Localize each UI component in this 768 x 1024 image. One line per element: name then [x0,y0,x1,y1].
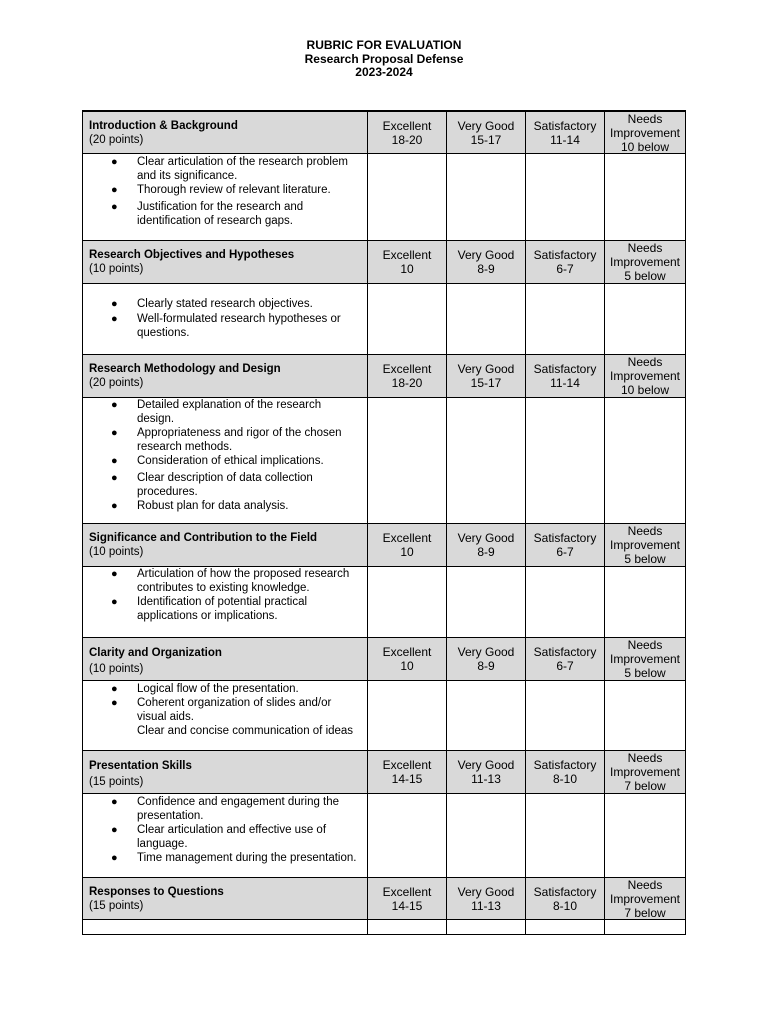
rating-range: 10 [400,659,414,673]
section-title-cell [83,112,368,154]
section-criteria-row [83,681,686,751]
section-points: (10 points) [89,546,144,558]
criteria-item [104,155,361,183]
score-cell-satisfactory[interactable] [526,398,605,524]
criteria-cell [83,284,368,355]
criteria-item [104,426,361,454]
rating-range: 8-10 [552,898,578,913]
section-points: (10 points) [89,263,144,275]
bullet-icon: ● [111,313,118,325]
rating-label: Excellent [382,645,432,659]
criteria-cell [83,920,368,935]
bullet-icon: ● [111,824,118,836]
criteria-item [104,499,361,513]
rating-label: Satisfactory [533,884,597,899]
criteria-item [104,471,361,499]
score-cell-needs-improvement[interactable] [605,398,686,524]
rating-label: Excellent [382,118,432,133]
rating-label: Excellent [382,884,432,899]
bullet-icon: ● [111,697,118,709]
section-title-cell [83,878,368,920]
rating-range: 15-17 [470,376,502,390]
rating-range: 10 [400,545,414,559]
rating-label: Excellent [382,758,432,772]
section-title-cell [83,638,368,681]
bullet-icon: ● [111,500,118,512]
section-points: (20 points) [89,133,144,146]
bullet-icon: ● [111,399,118,411]
criteria-cell [83,567,368,638]
score-cell-excellent[interactable] [368,681,447,751]
academic-year: 2023-2024 [355,65,413,79]
rating-label: Very Good [457,118,515,133]
rating-excellent [368,524,447,567]
rating-range: 6-7 [556,545,574,559]
rating-label: Needs Improvement [609,111,681,140]
score-cell-needs-improvement[interactable] [605,154,686,241]
criteria-item [104,297,361,311]
score-cell-excellent[interactable] [368,920,447,935]
rating-satisfactory [526,241,605,284]
rating-very-good [447,524,526,567]
rating-label: Very Good [457,362,515,376]
section-title: Clarity and Organization [89,647,222,659]
criteria-text: Clearly stated research objectives. [137,298,313,310]
bullet-icon: ● [111,156,118,168]
criteria-cell [83,154,368,241]
section-points: (15 points) [89,899,144,912]
score-cell-satisfactory[interactable] [526,284,605,355]
score-cell-needs-improvement[interactable] [605,920,686,935]
rating-satisfactory [526,751,605,794]
section-title: Research Methodology and Design [89,363,281,375]
score-cell-satisfactory[interactable] [526,920,605,935]
criteria-item [104,183,361,197]
score-cell-satisfactory[interactable] [526,567,605,638]
rating-label: Needs Improvement [609,241,681,269]
section-criteria-row [83,398,686,524]
criteria-text: Justification for the research and identification of research gaps. [137,201,304,227]
bullet-icon: ● [111,184,118,196]
section-criteria-row [83,567,686,638]
criteria-item [104,595,361,623]
criteria-text: Consideration of ethical implications. [137,455,324,467]
score-cell-very-good[interactable] [447,794,526,878]
section-criteria-row [83,284,686,355]
section-header-row [83,241,686,284]
score-cell-needs-improvement[interactable] [605,567,686,638]
section-title: Introduction & Background [89,119,238,132]
rating-range: 11-14 [550,132,580,147]
score-cell-very-good[interactable] [447,398,526,524]
bullet-icon: ● [111,427,118,439]
criteria-text: Articulation of how the proposed research contributes to existing knowledge. [137,568,350,594]
rating-needs-improvement [605,355,686,398]
rating-very-good [447,241,526,284]
criteria-item [104,696,361,724]
rating-label: Very Good [457,645,515,659]
criteria-text: Coherent organization of slides and/or visual aids. [137,697,332,723]
rating-satisfactory [526,355,605,398]
criteria-text: Logical flow of the presentation. [137,683,299,695]
rating-label: Needs Improvement [609,751,681,779]
section-header-row [83,878,686,920]
rating-range: 8-9 [477,545,495,559]
bullet-icon: ● [111,683,118,695]
rating-range: 10 [400,262,414,276]
rating-excellent [368,878,447,920]
section-title: Research Objectives and Hypotheses [89,249,295,261]
criteria-item [104,795,361,823]
criteria-item [104,724,361,738]
score-cell-needs-improvement[interactable] [605,284,686,355]
section-criteria-row [83,920,686,935]
rating-satisfactory [526,112,605,154]
score-cell-satisfactory[interactable] [526,681,605,751]
section-header-row [83,638,686,681]
rubric-table [82,110,686,935]
rating-needs-improvement [605,638,686,681]
rating-label: Very Good [457,531,515,545]
rating-label: Needs Improvement [609,355,681,383]
section-criteria-row [83,794,686,878]
bullet-icon: ● [111,201,118,213]
section-header-row [83,751,686,794]
rating-very-good [447,355,526,398]
rating-label: Satisfactory [533,531,597,545]
score-cell-excellent[interactable] [368,398,447,524]
rating-label: Excellent [382,531,432,545]
criteria-item [104,200,361,228]
score-cell-satisfactory[interactable] [526,154,605,241]
document-header [0,39,768,80]
rating-label: Excellent [382,248,432,262]
criteria-text: Clear articulation and effective use of language. [137,824,327,850]
rating-excellent [368,355,447,398]
rating-range: 8-9 [477,659,495,673]
score-cell-excellent[interactable] [368,794,447,878]
score-cell-satisfactory[interactable] [526,794,605,878]
rating-range: 18-20 [391,132,423,147]
rating-very-good [447,878,526,920]
rating-satisfactory [526,524,605,567]
rating-excellent [368,638,447,681]
score-cell-very-good[interactable] [447,567,526,638]
bullet-icon: ● [111,298,118,310]
rating-label: Very Good [457,758,515,772]
bullet-icon: ● [111,568,118,580]
section-title-cell [83,355,368,398]
criteria-text: Clear articulation of the research problem and its significance. [137,156,348,182]
bullet-icon: ● [111,455,118,467]
bullet-icon: ● [111,852,118,864]
criteria-text: Detailed explanation of the research design. [137,399,322,425]
rating-very-good [447,638,526,681]
section-title: Presentation Skills [89,760,192,772]
rating-very-good [447,751,526,794]
rating-range: 5 below [624,666,666,680]
criteria-cell [83,794,368,878]
rating-needs-improvement [605,524,686,567]
section-points: (10 points) [89,663,144,675]
score-cell-very-good[interactable] [447,681,526,751]
document-subtitle: Research Proposal Defense [304,51,464,66]
section-title-cell [83,241,368,284]
rating-range: 5 below [624,552,666,566]
rating-label: Needs Improvement [609,638,681,666]
criteria-text: Robust plan for data analysis. [137,500,289,512]
criteria-item [104,398,361,426]
rating-range: 11-14 [550,376,580,390]
score-cell-very-good[interactable] [447,154,526,241]
criteria-text: Clear description of data collection procedures. [137,472,313,498]
rating-range: 15-17 [470,132,502,147]
score-cell-excellent[interactable] [368,284,447,355]
section-title: Significance and Contribution to the Field [89,532,318,544]
score-cell-very-good[interactable] [447,920,526,935]
rating-range: 5 below [624,269,666,283]
criteria-item [104,851,361,865]
rating-range: 14-15 [391,772,423,786]
section-title: Responses to Questions [89,885,224,898]
rating-needs-improvement [605,878,686,920]
rating-label: Satisfactory [533,248,597,262]
rating-label: Satisfactory [533,645,597,659]
rating-label: Excellent [382,362,432,376]
rating-range: 10 below [620,139,670,154]
rating-range: 7 below [624,905,666,920]
criteria-item [104,823,361,851]
criteria-text: Identification of potential practical applications or implications. [137,596,308,622]
rating-label: Satisfactory [533,758,597,772]
rating-needs-improvement [605,112,686,154]
rating-label: Very Good [457,884,515,899]
rating-range: 6-7 [556,659,574,673]
rating-label: Needs Improvement [609,524,681,552]
rating-needs-improvement [605,241,686,284]
bullet-icon: ● [111,796,118,808]
rating-range: 8-10 [552,772,578,786]
rating-label: Needs Improvement [609,877,681,906]
rating-range: 18-20 [391,376,423,390]
criteria-text: Confidence and engagement during the presentation. [137,796,340,822]
criteria-item [104,454,361,468]
section-header-row [83,524,686,567]
rating-excellent [368,751,447,794]
section-header-row [83,112,686,154]
criteria-text: Thorough review of relevant literature. [137,184,331,196]
section-points: (15 points) [89,776,144,788]
rating-range: 7 below [624,779,666,793]
section-header-row [83,355,686,398]
rating-label: Satisfactory [533,118,597,133]
criteria-text: Clear and concise communication of ideas [137,725,354,737]
score-cell-very-good[interactable] [447,284,526,355]
score-cell-needs-improvement[interactable] [605,794,686,878]
criteria-cell [83,681,368,751]
bullet-icon: ● [111,472,118,484]
rating-label: Very Good [457,248,515,262]
criteria-text: Well-formulated research hypotheses or questions. [137,313,341,339]
rating-excellent [368,112,447,154]
document-title: RUBRIC FOR EVALUATION [306,38,462,52]
rating-label: Satisfactory [533,362,597,376]
criteria-item [104,682,361,696]
bullet-icon: ● [111,596,118,608]
rating-satisfactory [526,638,605,681]
rating-very-good [447,112,526,154]
criteria-text: Time management during the presentation. [137,852,357,864]
criteria-item [104,312,361,340]
rating-range: 8-9 [477,262,495,276]
rating-range: 11-13 [471,898,501,913]
score-cell-excellent[interactable] [368,567,447,638]
rating-range: 11-13 [471,772,501,786]
score-cell-excellent[interactable] [368,154,447,241]
section-points: (20 points) [89,377,144,389]
section-title-cell [83,524,368,567]
score-cell-needs-improvement[interactable] [605,681,686,751]
criteria-item [104,567,361,595]
rating-range: 14-15 [391,898,423,913]
section-title-cell [83,751,368,794]
rating-excellent [368,241,447,284]
rating-range: 6-7 [556,262,574,276]
criteria-cell [83,398,368,524]
rating-range: 10 below [620,383,670,397]
criteria-text: Appropriateness and rigor of the chosen research methods. [137,427,342,453]
rating-needs-improvement [605,751,686,794]
section-criteria-row [83,154,686,241]
rating-satisfactory [526,878,605,920]
